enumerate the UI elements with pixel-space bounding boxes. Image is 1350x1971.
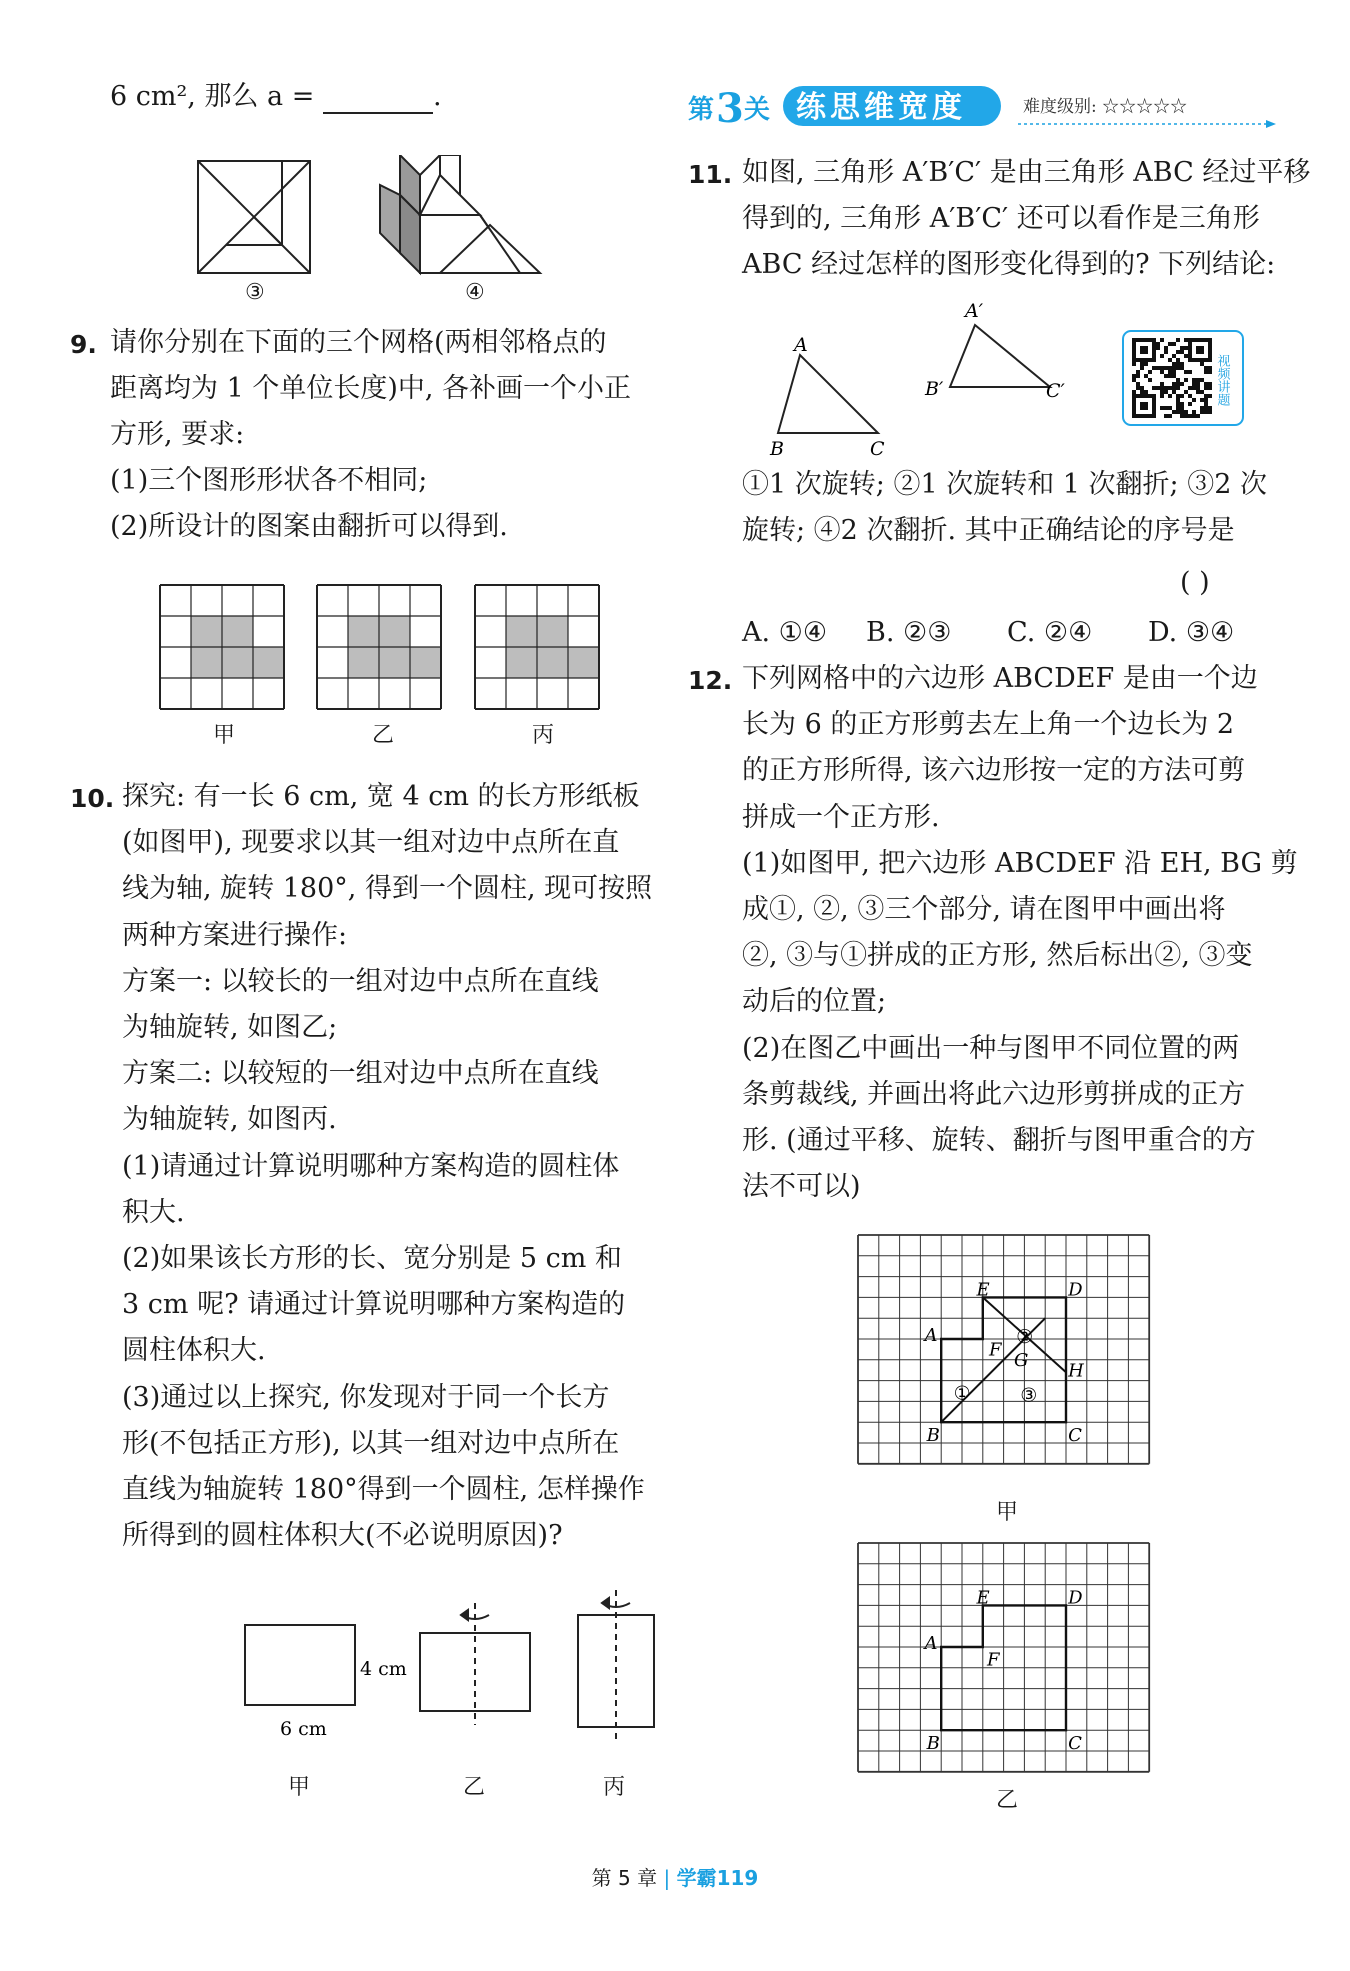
vertex-label-E: E bbox=[976, 1279, 990, 1301]
q9-line-2: 距离均为 1 个单位长度)中, 各补画一个小正 bbox=[110, 373, 632, 404]
q11-line-5: 旋转; ④2 次翻折. 其中正确结论的序号是 bbox=[742, 515, 1235, 546]
vertex-label-C: C bbox=[1068, 1424, 1082, 1446]
q10-width-label: 4 cm bbox=[360, 1658, 407, 1680]
q10-line-14: (3)通过以上探究, 你发现对于同一个长方 bbox=[122, 1381, 610, 1413]
svg-text:A: A bbox=[794, 334, 808, 356]
part-label-3: ③ bbox=[1020, 1384, 1038, 1407]
q9-grid-label-yi: 乙 bbox=[372, 723, 395, 748]
q9-line-5: (2)所设计的图案由翻折可以得到. bbox=[110, 511, 508, 542]
vertex-label-A: A bbox=[924, 1325, 938, 1347]
svg-text:A′: A′ bbox=[965, 300, 984, 322]
q9-grid-label-jia: 甲 bbox=[213, 723, 236, 748]
q9-line-1: 请你分别在下面的三个网格(两相邻格点的 bbox=[110, 327, 607, 358]
q12-line-6: 成①, ②, ③三个部分, 请在图甲中画出将 bbox=[742, 894, 1226, 925]
footer-brand: 学霸 bbox=[676, 1866, 717, 1890]
q12-line-10: 条剪裁线, 并画出将此六边形剪拼成的正方 bbox=[742, 1078, 1246, 1110]
q12-grid-jia[interactable] bbox=[855, 1230, 1155, 1475]
q12-line-3: 的正方形所得, 该六边形按一定的方法可剪 bbox=[742, 755, 1246, 787]
q9-grid-label-bing: 丙 bbox=[532, 723, 555, 748]
q10-line-5: 方案一: 以较长的一组对边中点所在直线 bbox=[122, 965, 599, 997]
q9-grids[interactable] bbox=[155, 580, 615, 715]
q12-line-5: (1)如图甲, 把六边形 ABCDEF 沿 EH, BG 剪 bbox=[742, 847, 1298, 879]
vertex-label-C: C bbox=[1068, 1732, 1082, 1754]
svg-text:练思维宽度: 练思维宽度 bbox=[796, 90, 966, 125]
vertex-label-G: G bbox=[1014, 1350, 1029, 1372]
q9-grid-2 bbox=[317, 585, 441, 709]
q10-line-13: 圆柱体积大. bbox=[122, 1335, 266, 1367]
q9-number: 9. bbox=[70, 330, 97, 359]
q10-line-16: 直线为轴旋转 180°得到一个圆柱, 怎样操作 bbox=[122, 1474, 645, 1505]
q10-line-7: 方案二: 以较短的一组对边中点所在直线 bbox=[122, 1058, 599, 1090]
page-footer: 第 5 章 | 学霸119 bbox=[591, 1866, 759, 1890]
q9-line-3: 方形, 要求: bbox=[110, 419, 245, 450]
q11-triangles bbox=[760, 295, 1090, 465]
vertex-label-E: E bbox=[976, 1587, 990, 1609]
q10-line-8: 为轴旋转, 如图丙. bbox=[122, 1104, 337, 1136]
q12-grid-yi[interactable] bbox=[855, 1538, 1155, 1783]
vertex-label-F: F bbox=[989, 1339, 1002, 1361]
svg-text:第: 第 bbox=[688, 95, 715, 125]
q12-grid-caption-yi: 乙 bbox=[996, 1788, 1019, 1813]
q11-line-2: 得到的, 三角形 A′B′C′ 还可以看作是三角形 bbox=[742, 203, 1260, 234]
q10-fig-label-yi: 乙 bbox=[463, 1775, 486, 1800]
vertex-label-B: B bbox=[926, 1424, 940, 1446]
svg-text:3: 3 bbox=[716, 85, 744, 130]
q11-line-1: 如图, 三角形 A′B′C′ 是由三角形 ABC 经过平移 bbox=[742, 157, 1311, 188]
svg-text:B′: B′ bbox=[925, 378, 944, 400]
q12-line-7: ②, ③与①拼成的正方形, 然后标出②, ③变 bbox=[742, 940, 1253, 972]
part-label-1: ① bbox=[953, 1382, 971, 1405]
q10-line-11: (2)如果该长方形的长、宽分别是 5 cm 和 bbox=[122, 1243, 622, 1274]
q10-line-12: 3 cm 呢? 请通过计算说明哪种方案构造的 bbox=[122, 1289, 626, 1321]
q10-figures bbox=[235, 1585, 665, 1755]
q12-line-4: 拼成一个正方形. bbox=[742, 801, 940, 833]
svg-text:B: B bbox=[770, 438, 784, 460]
q10-length-label: 6 cm bbox=[280, 1718, 327, 1740]
vertex-label-F: F bbox=[986, 1649, 1000, 1671]
qr-label: 视频讲题 bbox=[1214, 354, 1230, 406]
q12-line-12: 法不可以) bbox=[742, 1171, 861, 1203]
q11-option-b[interactable]: B. ②③ bbox=[866, 617, 952, 648]
q9-grid-1 bbox=[160, 585, 284, 709]
q9-line-4: (1)三个图形形状各不相同; bbox=[110, 465, 428, 496]
q12-line-11: 形. (通过平移、旋转、翻折与图甲重合的方 bbox=[742, 1125, 1256, 1156]
level-banner bbox=[688, 82, 1288, 130]
q10-fig-label-bing: 丙 bbox=[603, 1775, 626, 1800]
footer-chapter: 第 5 章 bbox=[591, 1866, 658, 1890]
q10-line-2: (如图甲), 现要求以其一组对边中点所在直 bbox=[122, 827, 620, 859]
q10-fig-label-jia: 甲 bbox=[288, 1775, 311, 1800]
vertex-label-H: H bbox=[1068, 1360, 1084, 1382]
q10-line-4: 两种方案进行操作: bbox=[122, 919, 348, 951]
q8-tail: 6 cm², 那么 a = . bbox=[110, 81, 442, 112]
q11-line-3: ABC 经过怎样的图形变化得到的? 下列结论: bbox=[742, 249, 1276, 280]
q10-line-9: (1)请通过计算说明哪种方案构造的圆柱体 bbox=[122, 1150, 620, 1182]
q11-answer-bracket[interactable]: ( ) bbox=[1180, 567, 1210, 598]
q10-number: 10. bbox=[70, 784, 115, 813]
q9-grid-3 bbox=[475, 585, 599, 709]
fig-label-4: ④ bbox=[465, 280, 485, 305]
svg-text:C: C bbox=[870, 438, 885, 460]
answer-blank[interactable] bbox=[323, 86, 433, 114]
vertex-label-D: D bbox=[1068, 1587, 1083, 1609]
vertex-label-B: B bbox=[926, 1732, 940, 1754]
q10-line-1: 探究: 有一长 6 cm, 宽 4 cm 的长方形纸板 bbox=[122, 781, 640, 812]
vertex-label-D: D bbox=[1068, 1279, 1083, 1301]
q11-line-4: ①1 次旋转; ②1 次旋转和 1 次翻折; ③2 次 bbox=[742, 469, 1267, 500]
q11-option-c[interactable]: C. ②④ bbox=[1007, 617, 1093, 648]
q12-line-1: 下列网格中的六边形 ABCDEF 是由一个边 bbox=[742, 663, 1258, 694]
q12-number: 12. bbox=[688, 666, 733, 695]
vertex-label-A: A bbox=[924, 1633, 938, 1655]
rect-jia bbox=[245, 1625, 355, 1705]
q12-line-2: 长为 6 的正方形剪去左上角一个边长为 2 bbox=[742, 709, 1235, 741]
q12-grid-caption-jia: 甲 bbox=[996, 1500, 1019, 1525]
qr-code-icon[interactable] bbox=[1122, 330, 1244, 426]
svg-text:关: 关 bbox=[744, 95, 771, 125]
q10-line-10: 积大. bbox=[122, 1196, 185, 1228]
q10-line-17: 所得到的圆柱体积大(不必说明原因)? bbox=[122, 1520, 563, 1552]
q12-line-8: 动后的位置; bbox=[742, 986, 887, 1018]
q12-line-9: (2)在图乙中画出一种与图甲不同位置的两 bbox=[742, 1032, 1240, 1064]
footer-page-number: 119 bbox=[716, 1866, 759, 1890]
svg-text:C′: C′ bbox=[1046, 380, 1065, 402]
q10-line-6: 为轴旋转, 如图乙; bbox=[122, 1012, 338, 1043]
q11-number: 11. bbox=[688, 160, 733, 189]
fig-label-3: ③ bbox=[245, 280, 265, 305]
q11-option-d[interactable]: D. ③④ bbox=[1148, 617, 1235, 648]
svg-text:难度级别: ☆☆☆☆☆: 难度级别: ☆☆☆☆☆ bbox=[1023, 97, 1188, 117]
q10-line-3: 线为轴, 旋转 180°, 得到一个圆柱, 现可按照 bbox=[122, 873, 653, 905]
part-label-2: ② bbox=[1016, 1326, 1034, 1349]
q10-line-15: 形(不包括正方形), 以其一组对边中点所在 bbox=[122, 1427, 620, 1459]
q11-option-a[interactable]: A. ①④ bbox=[742, 617, 828, 648]
